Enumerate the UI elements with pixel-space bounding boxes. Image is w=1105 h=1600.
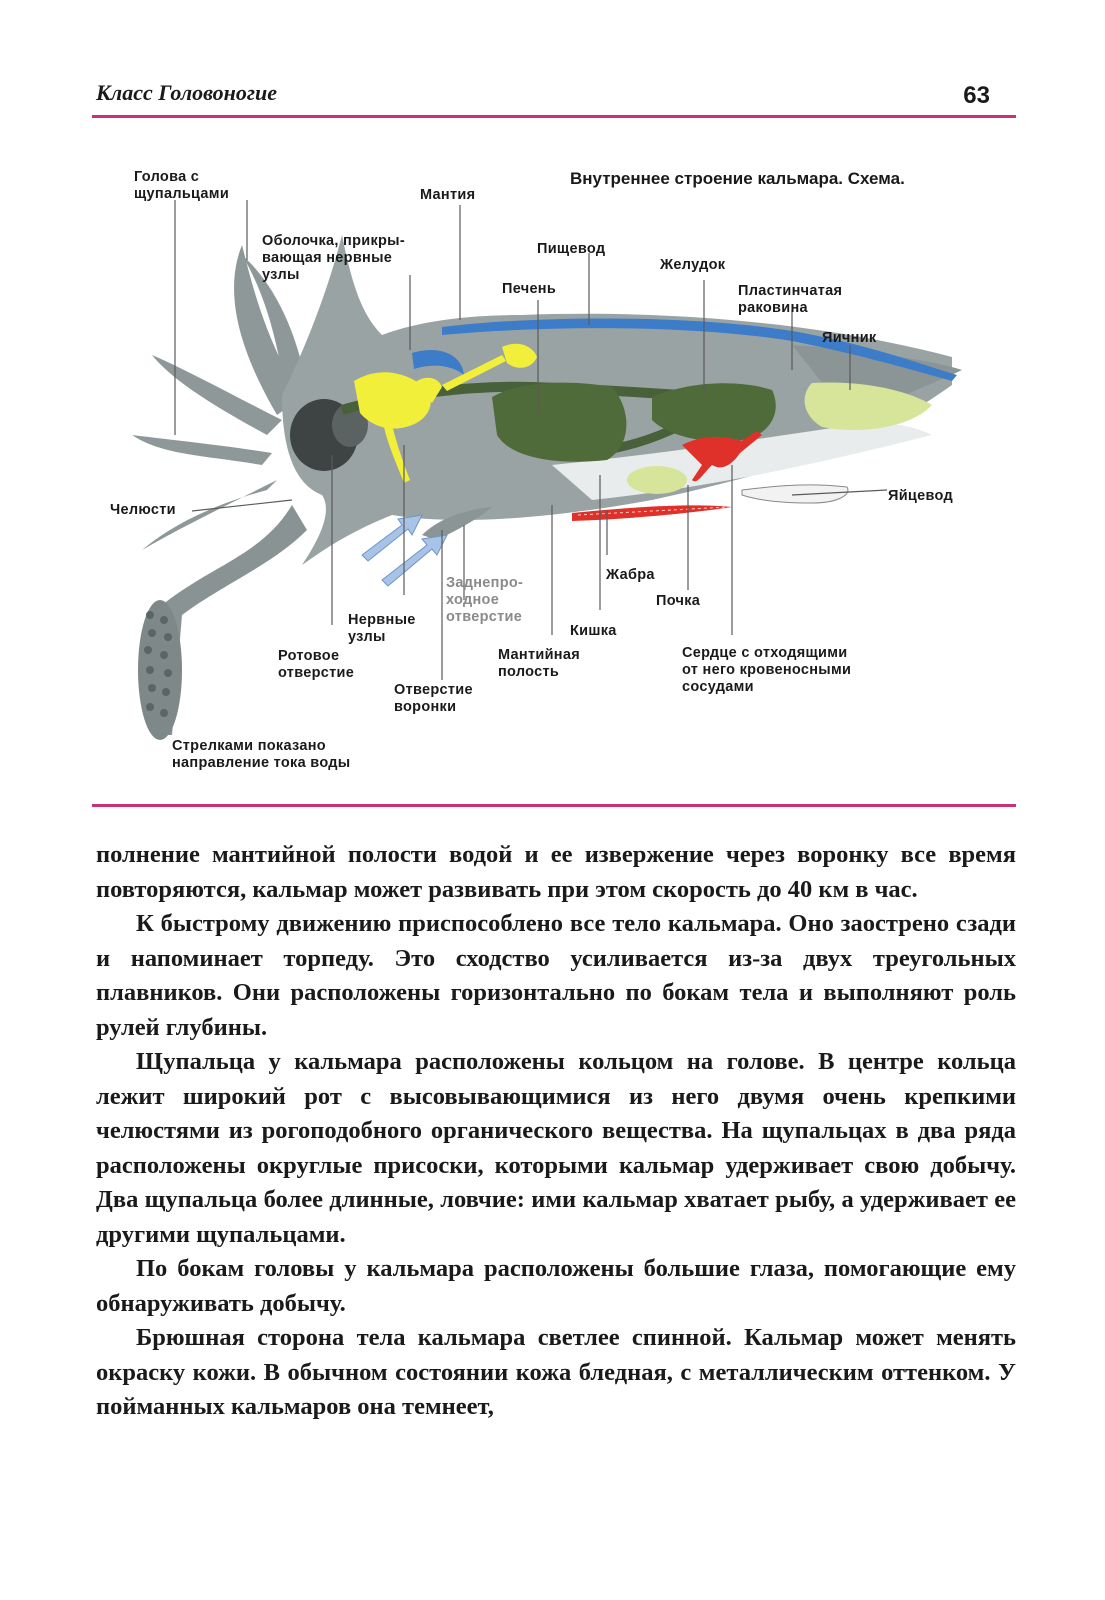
paragraph-4: По бокам головы у кальмара расположены большие глаза, помогающие ему обнаруживать добычу.	[96, 1255, 1016, 1317]
label-arrows-note: Стрелками показано направление тока воды	[172, 738, 351, 771]
body-text	[96, 838, 1016, 1425]
figure-caption: Внутреннее строение кальмара. Схема.	[570, 169, 905, 188]
label-mantle: Мантия	[420, 187, 476, 203]
oviduct	[742, 485, 848, 503]
hunting-tentacle	[138, 505, 307, 740]
label-gill: Жабра	[606, 567, 655, 583]
label-oviduct: Яйцевод	[888, 488, 954, 504]
label-head: Голова с щупальцами	[134, 169, 230, 202]
kidney	[627, 466, 687, 494]
squid-diagram	[92, 135, 1016, 795]
label-mouth: Ротовое отверстие	[278, 648, 355, 681]
label-funnel: Отверстие воронки	[394, 682, 473, 715]
label-stomach: Желудок	[660, 257, 726, 273]
section-title: Класс Головоногие	[96, 80, 278, 105]
label-liver: Печень	[502, 281, 557, 297]
label-mantle-cavity: Мантийная полость	[498, 647, 580, 680]
squid-anatomy-figure	[92, 135, 1016, 795]
label-jaws: Челюсти	[110, 502, 176, 518]
bottom-rule	[92, 804, 1016, 807]
paragraph-2: К быстрому движению приспособлено все тело кальмара. Оно заострено сзади и напоминает торпеду. Это сходство усиливается из-за двух треугольных плавников. Они расположены горизонтально по бокам тела и выполняют роль рулей глубины.	[96, 910, 1016, 1041]
label-shell-cover: Оболочка, прикры- вающая нервные узлы	[262, 233, 405, 283]
label-esophagus: Пищевод	[537, 241, 606, 257]
page-number: 63	[963, 82, 990, 109]
paragraph-3: Щупальца у кальмара расположены кольцом на голове. В центре кольца лежит широкий рот с высовывающимися из него двумя очень крепкими челюстями из рогоподобного органического вещества. На щупальцах в два ряда расположены округлые присоски, которыми кальмар удерживает свою добычу. Два щупальца более длинные, ловчие: ими кальмар хватает рыбу, а удерживает ее другими щупальцами.	[96, 1048, 1016, 1248]
label-heart: Сердце с отходящими от него кровеносными сосудами	[682, 645, 852, 695]
label-ovary: Яичник	[822, 330, 877, 346]
top-rule	[92, 115, 1016, 118]
label-nerve-ganglia: Нервные узлы	[348, 612, 416, 645]
label-plate-shell: Пластинчатая раковина	[738, 283, 843, 316]
paragraph-1: полнение мантийной полости водой и ее извержение через воронку все время повторяются, кальмар может развивать при этом скорость до 40 км в час.	[96, 841, 1016, 903]
label-intestine: Кишка	[570, 623, 617, 639]
label-anus: Заднепро- ходное отверстие	[446, 575, 524, 625]
paragraph-5: Брюшная сторона тела кальмара светлее спинной. Кальмар может менять окраску кожи. В обычном состоянии кожа бледная, с металлическим оттенком. У пойманных кальмаров она темнеет,	[96, 1324, 1016, 1420]
label-kidney: Почка	[656, 593, 701, 609]
